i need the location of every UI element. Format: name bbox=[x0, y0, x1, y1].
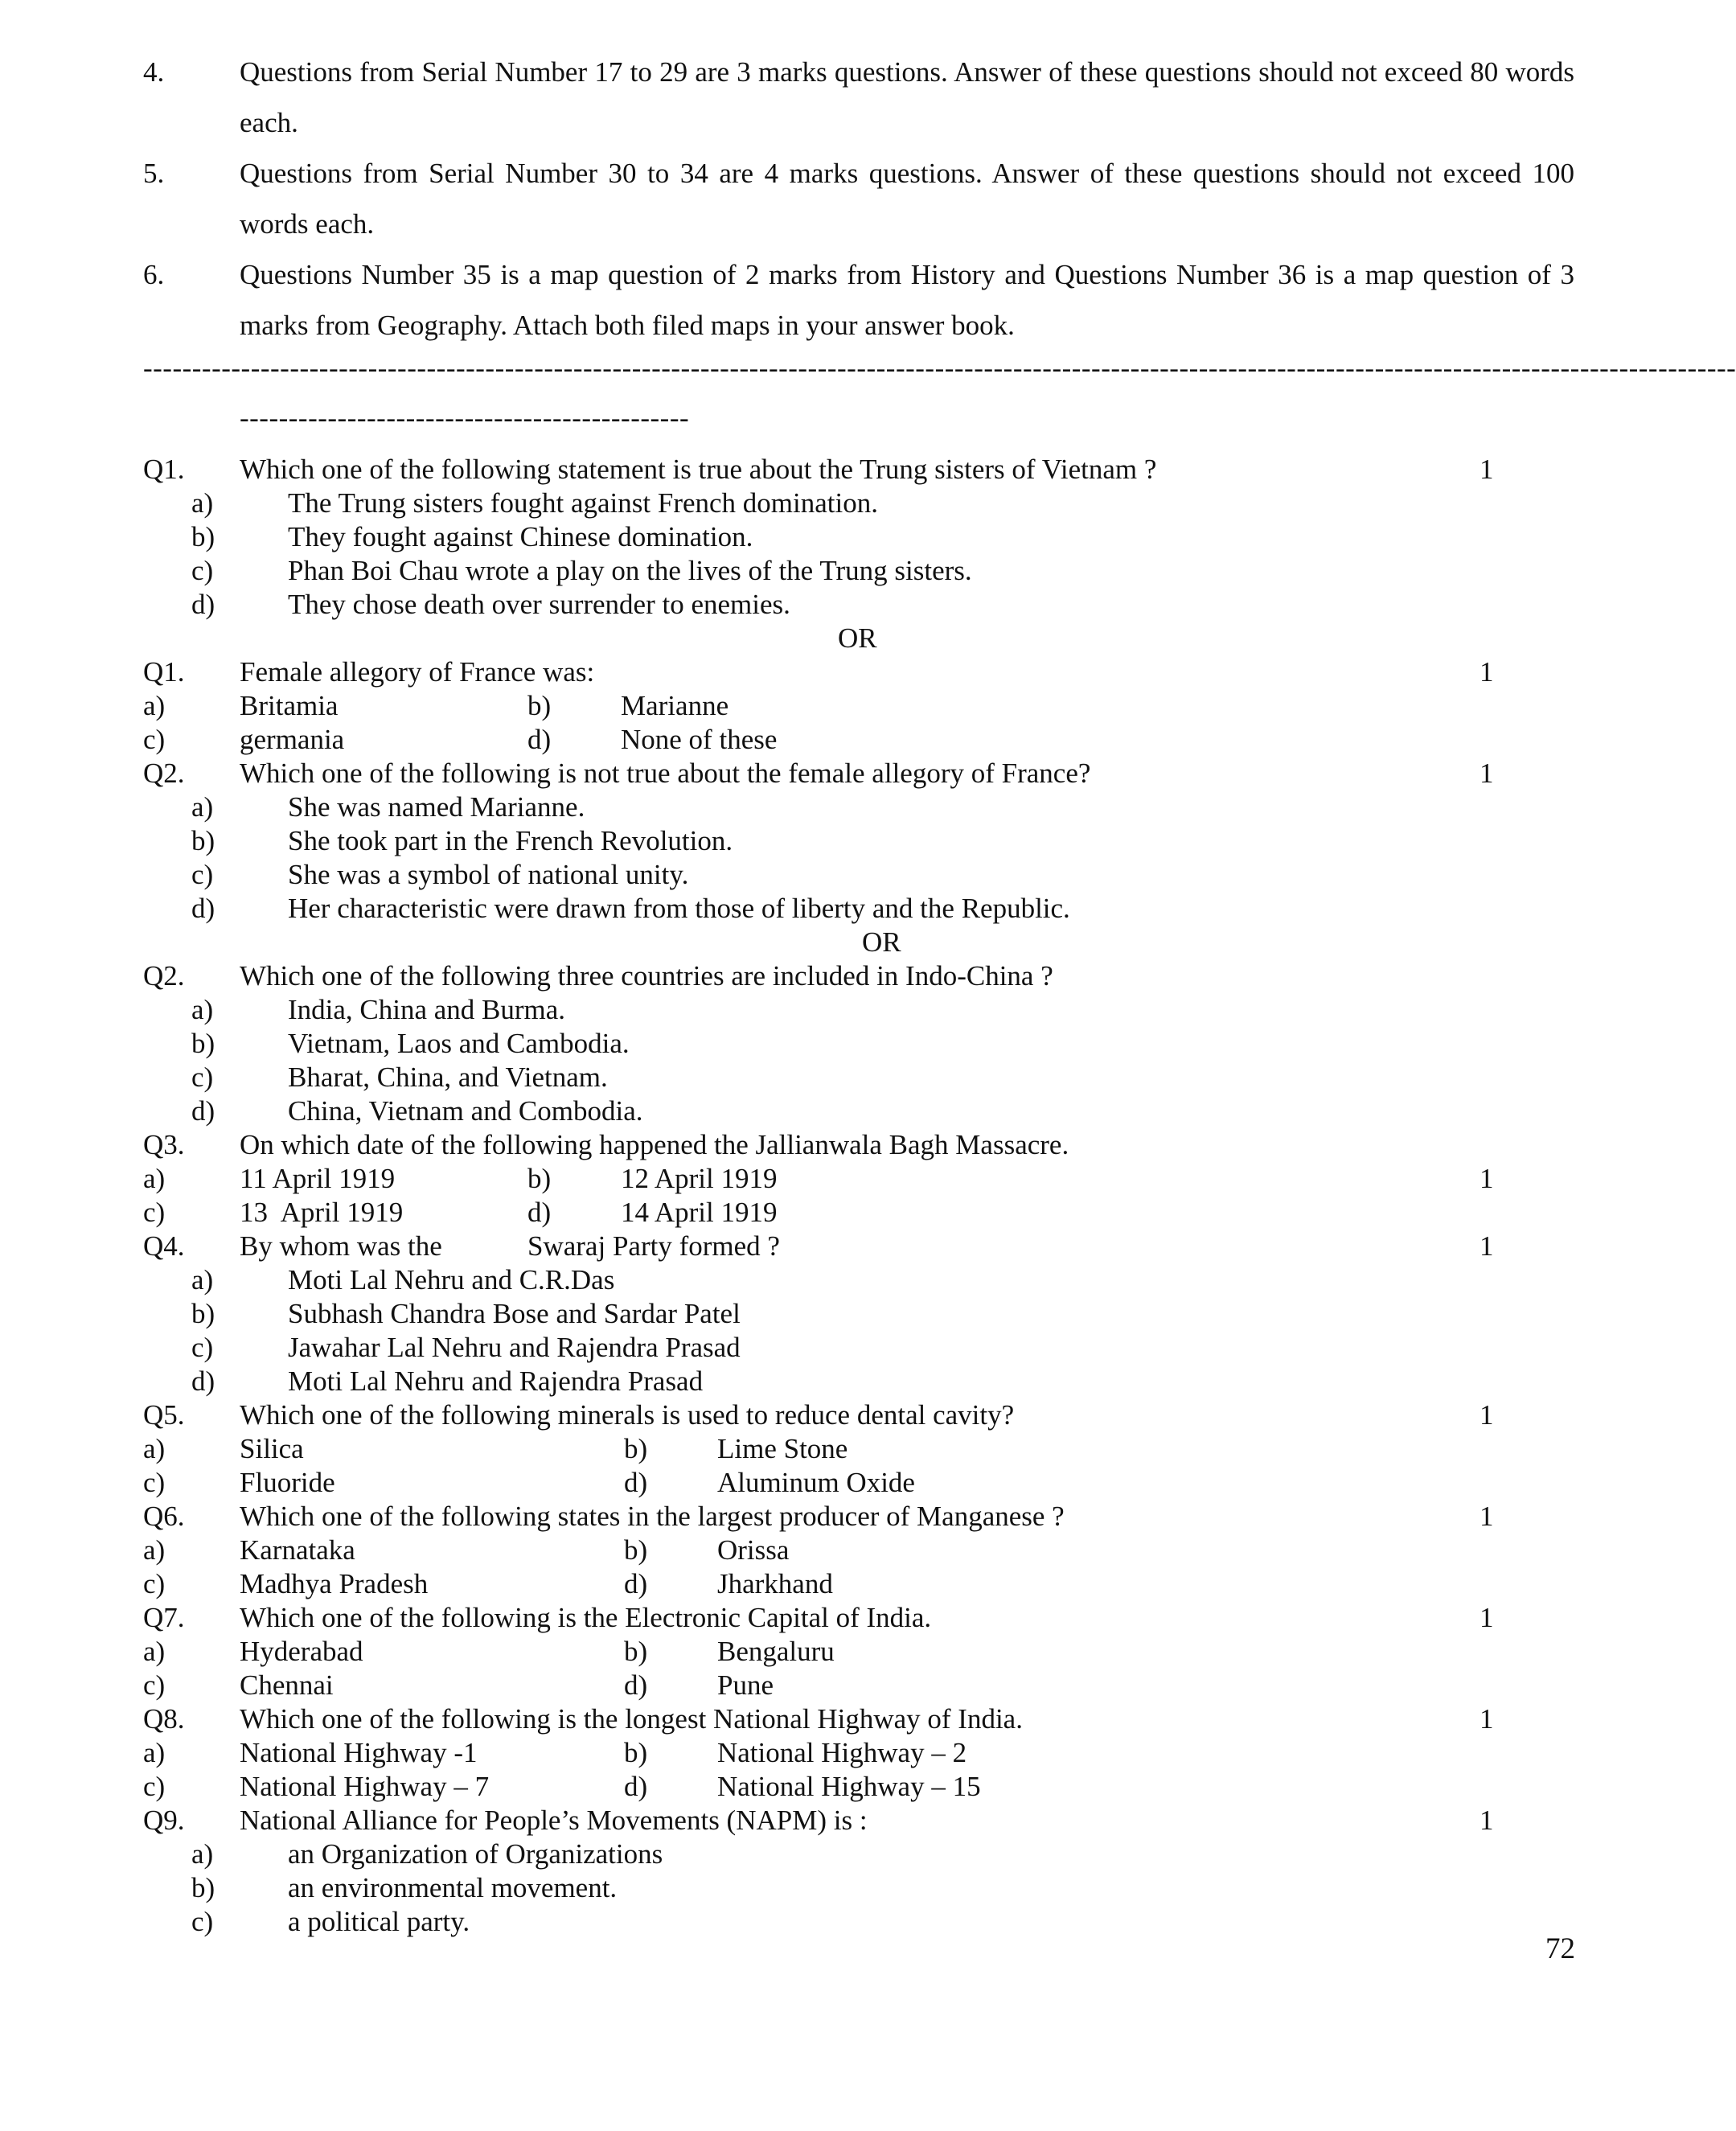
instruction-number: 5. bbox=[143, 158, 165, 189]
question-text: By whom was the bbox=[240, 1230, 442, 1262]
question-number: Q1. bbox=[143, 656, 185, 688]
option-label: d) bbox=[191, 893, 215, 924]
or-separator: OR bbox=[838, 622, 877, 654]
option-label: d) bbox=[527, 724, 552, 755]
option-label: a) bbox=[143, 1636, 166, 1667]
page-number: 72 bbox=[1545, 1932, 1575, 1965]
option-text: Marianne bbox=[621, 690, 729, 721]
question-text-continued: Swaraj Party formed ? bbox=[527, 1230, 780, 1262]
question-text: On which date of the following happened the Jallianwala Bagh Massacre. bbox=[240, 1129, 1069, 1160]
option-label: a) bbox=[191, 994, 214, 1025]
option-text: Bengaluru bbox=[717, 1636, 835, 1667]
option-text: Bharat, China, and Vietnam. bbox=[288, 1061, 608, 1093]
question-marks: 1 bbox=[1479, 1805, 1494, 1836]
option-text: Aluminum Oxide bbox=[717, 1467, 915, 1498]
option-text: She was named Marianne. bbox=[288, 791, 585, 823]
instruction-text: Questions from Serial Number 30 to 34 are 4 marks questions. Answer of these questions should not exceed 100 words each. bbox=[240, 158, 1574, 240]
option-label: b) bbox=[191, 1298, 215, 1329]
question-marks: 1 bbox=[1479, 758, 1494, 789]
option-label: b) bbox=[191, 1028, 215, 1059]
option-label: b) bbox=[624, 1636, 648, 1667]
question-text: Which one of the following states in the largest producer of Manganese ? bbox=[240, 1501, 1065, 1532]
question-text: Female allegory of France was: bbox=[240, 656, 595, 688]
option-text: Moti Lal Nehru and Rajendra Prasad bbox=[288, 1365, 704, 1397]
option-text: Silica bbox=[240, 1433, 304, 1464]
option-text: China, Vietnam and Combodia. bbox=[288, 1095, 643, 1127]
instruction-number: 4. bbox=[143, 56, 165, 88]
option-text: Hyderabad bbox=[240, 1636, 363, 1667]
question-number: Q5. bbox=[143, 1399, 185, 1431]
option-text: Subhash Chandra Bose and Sardar Patel bbox=[288, 1298, 741, 1329]
option-text: She was a symbol of national unity. bbox=[288, 859, 689, 890]
question-text: Which one of the following is not true about the female allegory of France? bbox=[240, 758, 1091, 789]
option-label: c) bbox=[191, 555, 214, 586]
option-label: c) bbox=[191, 1061, 214, 1093]
option-label: a) bbox=[143, 690, 166, 721]
option-text: a political party. bbox=[288, 1906, 470, 1937]
option-text: Jharkhand bbox=[717, 1568, 833, 1599]
option-text: Her characteristic were drawn from those of liberty and the Republic. bbox=[288, 893, 1070, 924]
option-text: an environmental movement. bbox=[288, 1872, 618, 1903]
option-label: d) bbox=[624, 1669, 648, 1701]
option-label: b) bbox=[527, 690, 552, 721]
option-label: b) bbox=[191, 521, 215, 552]
question-marks: 1 bbox=[1479, 656, 1494, 688]
question-number: Q8. bbox=[143, 1703, 185, 1735]
option-label: c) bbox=[143, 1467, 166, 1498]
option-label: c) bbox=[143, 724, 166, 755]
option-text: Phan Boi Chau wrote a play on the lives of the Trung sisters. bbox=[288, 555, 972, 586]
option-label: d) bbox=[624, 1467, 648, 1498]
question-number: Q2. bbox=[143, 960, 185, 992]
option-label: a) bbox=[191, 1264, 214, 1295]
option-label: d) bbox=[191, 589, 215, 620]
option-text: Britamia bbox=[240, 690, 339, 721]
option-label: d) bbox=[624, 1771, 648, 1802]
option-label: a) bbox=[143, 1737, 166, 1768]
option-text: Pune bbox=[717, 1669, 774, 1701]
question-marks: 1 bbox=[1479, 1230, 1494, 1262]
option-label: c) bbox=[191, 1906, 214, 1937]
option-label: c) bbox=[143, 1568, 166, 1599]
option-label: d) bbox=[191, 1365, 215, 1397]
option-label: d) bbox=[191, 1095, 215, 1127]
question-marks: 1 bbox=[1479, 1399, 1494, 1431]
option-label: a) bbox=[191, 791, 214, 823]
option-text: Fluoride bbox=[240, 1467, 335, 1498]
option-label: b) bbox=[624, 1737, 648, 1768]
question-marks: 1 bbox=[1479, 454, 1494, 485]
question-number: Q6. bbox=[143, 1501, 185, 1532]
option-label: b) bbox=[191, 1872, 215, 1903]
option-text: National Highway – 2 bbox=[717, 1737, 967, 1768]
question-text: Which one of the following statement is true about the Trung sisters of Vietnam ? bbox=[240, 454, 1157, 485]
question-number: Q2. bbox=[143, 758, 185, 789]
option-text: 13 April 1919 bbox=[240, 1197, 404, 1228]
option-text: Jawahar Lal Nehru and Rajendra Prasad bbox=[288, 1332, 741, 1363]
option-text: None of these bbox=[621, 724, 778, 755]
question-number: Q7. bbox=[143, 1602, 185, 1633]
option-label: a) bbox=[191, 1838, 214, 1870]
question-number: Q1. bbox=[143, 454, 185, 485]
option-text: They fought against Chinese domination. bbox=[288, 521, 753, 552]
option-text: Vietnam, Laos and Cambodia. bbox=[288, 1028, 630, 1059]
option-text: Madhya Pradesh bbox=[240, 1568, 429, 1599]
question-text: Which one of the following minerals is used to reduce dental cavity? bbox=[240, 1399, 1015, 1431]
option-text: They chose death over surrender to enemies. bbox=[288, 589, 790, 620]
option-text: an Organization of Organizations bbox=[288, 1838, 663, 1870]
option-text: Karnataka bbox=[240, 1534, 355, 1566]
option-label: a) bbox=[143, 1163, 166, 1194]
option-text: Lime Stone bbox=[717, 1433, 848, 1464]
option-text: 11 April 1919 bbox=[240, 1163, 396, 1194]
option-label: c) bbox=[191, 859, 214, 890]
option-label: d) bbox=[527, 1197, 552, 1228]
question-marks: 1 bbox=[1479, 1703, 1494, 1735]
option-text: India, China and Burma. bbox=[288, 994, 566, 1025]
option-label: b) bbox=[624, 1534, 648, 1566]
question-number: Q9. bbox=[143, 1805, 185, 1836]
option-label: c) bbox=[191, 1332, 214, 1363]
instruction-text: Questions Number 35 is a map question of 2 marks from History and Questions Number 36 is a map question of 3 marks from Geography. Attach both filed maps in your answer book. bbox=[240, 259, 1574, 341]
instruction-text: Questions from Serial Number 17 to 29 are 3 marks questions. Answer of these questions should not exceed 80 words each. bbox=[240, 56, 1574, 138]
option-label: d) bbox=[624, 1568, 648, 1599]
instruction-number: 6. bbox=[143, 259, 165, 290]
separator-line: ---------------------------------------------- bbox=[240, 402, 690, 433]
question-text: Which one of the following is the Electronic Capital of India. bbox=[240, 1602, 932, 1633]
option-label: b) bbox=[527, 1163, 552, 1194]
or-separator: OR bbox=[862, 926, 901, 958]
option-text: 12 April 1919 bbox=[621, 1163, 778, 1194]
option-text: 14 April 1919 bbox=[621, 1197, 778, 1228]
option-label: c) bbox=[143, 1197, 166, 1228]
option-text: She took part in the French Revolution. bbox=[288, 825, 733, 856]
option-label: a) bbox=[143, 1534, 166, 1566]
option-text: National Highway – 7 bbox=[240, 1771, 490, 1802]
option-text: National Highway -1 bbox=[240, 1737, 478, 1768]
option-text: National Highway – 15 bbox=[717, 1771, 981, 1802]
question-number: Q3. bbox=[143, 1129, 185, 1160]
option-label: a) bbox=[191, 487, 214, 519]
question-text: Which one of the following is the longest National Highway of India. bbox=[240, 1703, 1023, 1735]
option-text: Moti Lal Nehru and C.R.Das bbox=[288, 1264, 615, 1295]
question-marks: 1 bbox=[1479, 1501, 1494, 1532]
option-text: Orissa bbox=[717, 1534, 790, 1566]
option-label: c) bbox=[143, 1669, 166, 1701]
option-label: b) bbox=[191, 825, 215, 856]
option-text: Chennai bbox=[240, 1669, 334, 1701]
question-marks: 1 bbox=[1479, 1602, 1494, 1633]
question-text: Which one of the following three countries are included in Indo-China ? bbox=[240, 960, 1053, 992]
option-text: The Trung sisters fought against French domination. bbox=[288, 487, 878, 519]
question-marks: 1 bbox=[1479, 1163, 1494, 1194]
option-label: a) bbox=[143, 1433, 166, 1464]
option-label: c) bbox=[143, 1771, 166, 1802]
question-text: National Alliance for People’s Movements (NAPM) is : bbox=[240, 1805, 868, 1836]
question-number: Q4. bbox=[143, 1230, 185, 1262]
option-label: b) bbox=[624, 1433, 648, 1464]
separator-line: ------------------------------------------------------------------------------------------------------------------------------------------------------------------- bbox=[143, 352, 1736, 384]
option-text: germania bbox=[240, 724, 345, 755]
